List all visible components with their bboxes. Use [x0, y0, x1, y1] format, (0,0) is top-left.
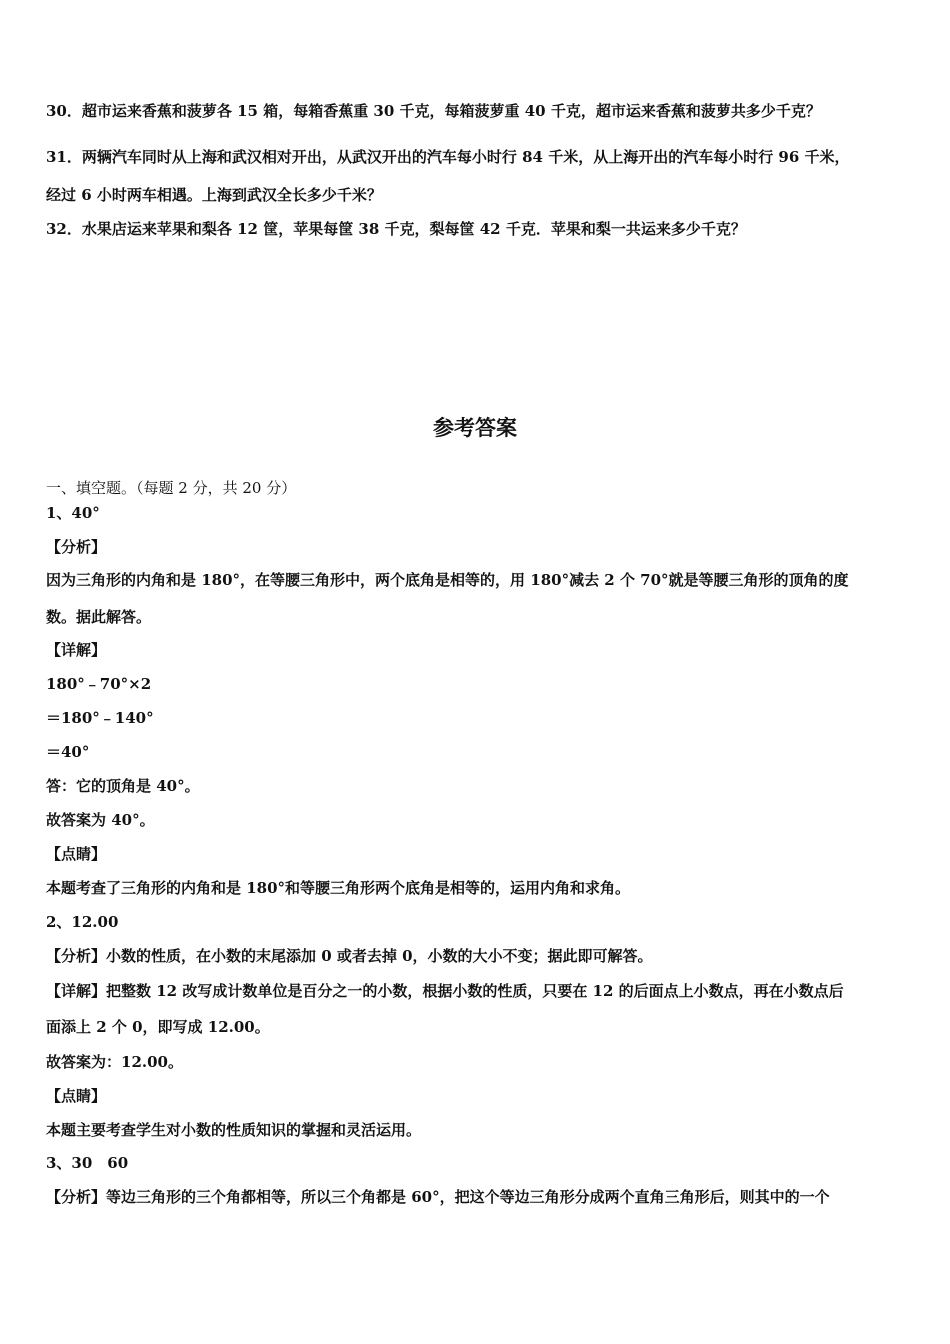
answer-1-analysis-line-1: 因为三角形的内角和是 180°，在等腰三角形中，两个底角是相等的，用 180°减去 2 个 70°就是等腰三角形的顶角的度	[46, 571, 849, 589]
answer-1-comment-label: 【点睛】	[46, 845, 107, 863]
answer-2-analysis: 【分析】小数的性质，在小数的末尾添加 0 或者去掉 0，小数的大小不变；据此即可解答。	[46, 947, 653, 965]
answer-1-step-1: 180°﹣70°×2	[46, 675, 152, 693]
answer-2-comment: 本题主要考查学生对小数的性质知识的掌握和灵活运用。	[46, 1121, 422, 1139]
section-heading: 一、填空题。（每题 2 分，共 20 分）	[46, 479, 297, 497]
answer-2-comment-label: 【点睛】	[46, 1087, 107, 1105]
answer-3-analysis: 【分析】等边三角形的三个角都相等，所以三个角都是 60°，把这个等边三角形分成两个直角三角形后，则其中的一个	[46, 1188, 830, 1206]
answer-1-step-3: ＝40°	[46, 743, 90, 761]
answer-3-number: 3、30 60	[46, 1154, 129, 1172]
answer-2-detail-line-2: 面添上 2 个 0，即写成 12.00。	[46, 1018, 270, 1036]
question-32: 32．水果店运来苹果和梨各 12 筐，苹果每筐 38 千克，梨每筐 42 千克．苹果和梨一共运来多少千克？	[46, 220, 746, 238]
answer-1-analysis-line-2: 数。据此解答。	[46, 608, 152, 626]
answer-1-step-2: ＝180°﹣140°	[46, 709, 154, 727]
answer-1-number: 1、40°	[46, 504, 100, 522]
answers-title: 参考答案	[433, 415, 517, 440]
answer-1-detail-label: 【详解】	[46, 641, 107, 659]
question-31-line-2: 经过 6 小时两车相遇。上海到武汉全长多少千米？	[46, 186, 382, 204]
answer-1-final: 故答案为 40°。	[46, 811, 155, 829]
answer-2-number: 2、12.00	[46, 913, 119, 931]
answer-1-reply: 答：它的顶角是 40°。	[46, 777, 200, 795]
answer-1-analysis-label: 【分析】	[46, 538, 107, 556]
question-30: 30．超市运来香蕉和菠萝各 15 箱，每箱香蕉重 30 千克，每箱菠萝重 40 千克，超市运来香蕉和菠萝共多少千克？	[46, 102, 821, 120]
answer-2-final: 故答案为：12.00。	[46, 1053, 183, 1071]
question-31-line-1: 31．两辆汽车同时从上海和武汉相对开出，从武汉开出的汽车每小时行 84 千米，从上海开出的汽车每小时行 96 千米，	[46, 148, 850, 166]
answer-1-comment: 本题考查了三角形的内角和是 180°和等腰三角形两个底角是相等的，运用内角和求角。	[46, 879, 631, 897]
answer-2-detail-line-1: 【详解】把整数 12 改写成计数单位是百分之一的小数，根据小数的性质，只要在 12 的后面点上小数点，再在小数点后	[46, 982, 844, 1000]
